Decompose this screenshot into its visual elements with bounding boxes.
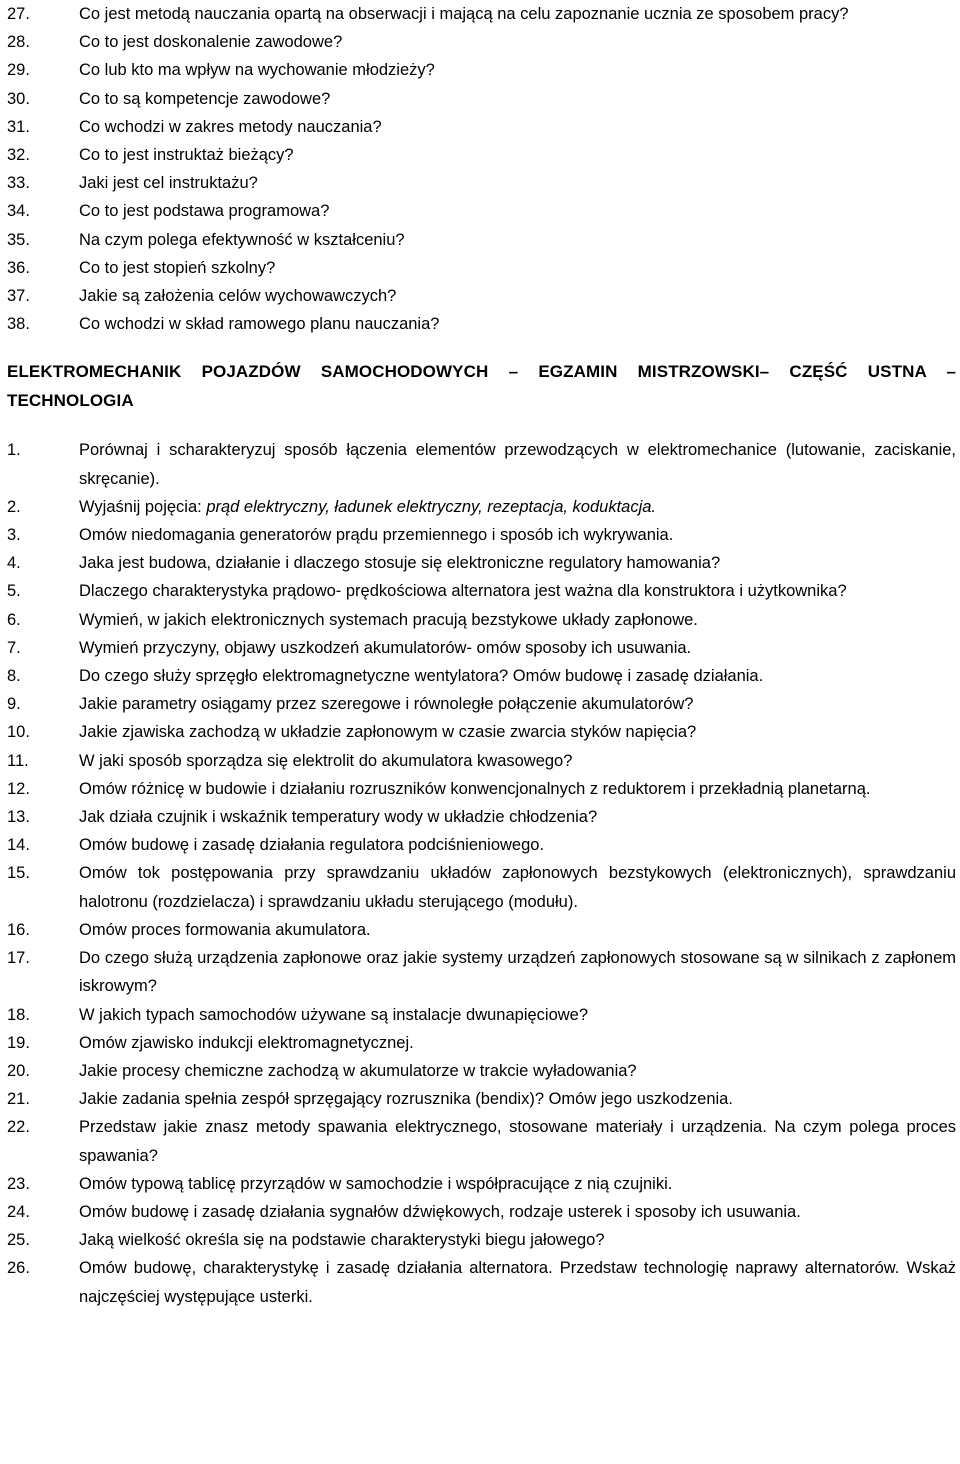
question-item: [7, 831, 956, 859]
question-item: [7, 493, 956, 521]
question-item: [7, 141, 956, 169]
question-item: [7, 436, 956, 492]
question-text: [79, 493, 956, 521]
question-item: [7, 113, 956, 141]
question-item: [7, 28, 956, 56]
question-text: Co jest metodą nauczania opartą na obserwacji i mającą na celu zapoznanie ucznia ze sposobem pracy?: [79, 5, 849, 23]
question-text: Co wchodzi w skład ramowego planu nauczania?: [79, 315, 440, 334]
question-number: 18.: [7, 1005, 30, 1024]
question-number: 20.: [7, 1061, 30, 1080]
question-item: [7, 1198, 956, 1226]
question-item: [7, 1029, 956, 1057]
question-number: 32.: [7, 146, 30, 165]
question-text: Wymień przyczyny, objawy uszkodzeń akumulatorów- omów sposoby ich usuwania.: [79, 638, 692, 657]
question-text: Na czym polega efektywność w kształceniu?: [79, 230, 405, 249]
question-item: [7, 606, 956, 634]
question-number: 15.: [7, 864, 30, 883]
question-text: Jaki jest cel instruktażu?: [79, 174, 258, 193]
question-text: Jakie zjawiska zachodzą w układzie zapłonowym w czasie zwarcia styków napięcia?: [79, 723, 697, 742]
question-number: 13.: [7, 808, 30, 827]
question-text: Co to jest stopień szkolny?: [79, 258, 276, 277]
question-text: Co to jest podstawa programowa?: [79, 202, 330, 221]
question-number: 21.: [7, 1090, 30, 1109]
question-number: 27.: [7, 5, 30, 23]
question-number: 22.: [7, 1118, 30, 1137]
question-text: Jakie są założenia celów wychowawczych?: [79, 287, 397, 306]
question-number: 12.: [7, 779, 30, 798]
question-number: 16.: [7, 920, 30, 939]
question-item: [7, 662, 956, 690]
question-item: [7, 169, 956, 197]
question-item: [7, 1057, 956, 1085]
question-text: Omów budowę i zasadę działania regulatora podciśnieniowego.: [79, 836, 545, 855]
question-item: [7, 85, 956, 113]
question-number: 34.: [7, 202, 30, 221]
question-text: Omów tok postępowania przy sprawdzaniu układów zapłonowych bezstykowych (elektronicznych), sprawdzaniu halotronu (rozdzielacza) i sprawdzaniu układu sterującego (modułu).: [79, 864, 956, 911]
question-item: [7, 0, 956, 28]
question-number: 26.: [7, 1259, 30, 1278]
question-number: 4.: [7, 554, 21, 573]
question-number: 3.: [7, 526, 21, 545]
question-item: [7, 944, 956, 1000]
question-item: [7, 521, 956, 549]
question-number: 24.: [7, 1202, 30, 1221]
question-item: [7, 1113, 956, 1169]
question-item: [7, 549, 956, 577]
question-item: [7, 197, 956, 225]
question-item: [7, 1001, 956, 1029]
question-number: 25.: [7, 1231, 30, 1250]
question-number: 6.: [7, 610, 21, 629]
question-item: [7, 226, 956, 254]
question-number: 29.: [7, 61, 30, 80]
question-number: 30.: [7, 89, 30, 108]
question-text: Przedstaw jakie znasz metody spawania elektrycznego, stosowane materiały i urządzenia. Na czym polega proces spawania?: [79, 1118, 956, 1165]
question-text: Co to są kompetencje zawodowe?: [79, 89, 331, 108]
question-item: [7, 690, 956, 718]
question-number: 14.: [7, 836, 30, 855]
question-item: [7, 1170, 956, 1198]
question-text: Omów różnicę w budowie i działaniu rozruszników konwencjonalnych z reduktorem i przekładnią planetarną.: [79, 779, 871, 798]
question-number: 36.: [7, 258, 30, 277]
question-item: [7, 634, 956, 662]
question-text: Omów budowę, charakterystykę i zasadę działania alternatora. Przedstaw technologię naprawy alternatorów. Wskaż najczęściej występujące usterki.: [79, 1259, 956, 1306]
question-number: 37.: [7, 287, 30, 306]
question-number: 5.: [7, 582, 21, 601]
question-text: Jakie parametry osiągamy przez szeregowe i równoległe połączenie akumulatorów?: [79, 695, 694, 714]
question-item: [7, 916, 956, 944]
question-number: 23.: [7, 1174, 30, 1193]
question-number: 28.: [7, 33, 30, 52]
question-text: Co to jest doskonalenie zawodowe?: [79, 33, 343, 52]
question-item: [7, 1226, 956, 1254]
question-number: 2.: [7, 497, 21, 516]
question-number: 1.: [7, 441, 21, 460]
question-number: 7.: [7, 638, 21, 657]
question-item: [7, 859, 956, 915]
question-list-technology: [7, 436, 956, 1310]
question-item: [7, 254, 956, 282]
question-text: Jak działa czujnik i wskaźnik temperatury wody w układzie chłodzenia?: [79, 808, 598, 827]
question-item: [7, 718, 956, 746]
question-item: [7, 310, 956, 338]
question-item: [7, 1254, 956, 1310]
question-item: [7, 577, 956, 605]
question-text: Wymień, w jakich elektronicznych systemach pracują bezstykowe układy zapłonowe.: [79, 610, 698, 629]
question-number: 17.: [7, 949, 30, 968]
question-text: Omów budowę i zasadę działania sygnałów dźwiękowych, rodzaje usterek i sposoby ich usuwania.: [79, 1202, 801, 1221]
question-number: 8.: [7, 667, 21, 686]
question-number: 9.: [7, 695, 21, 714]
question-text: Co to jest instruktaż bieżący?: [79, 146, 294, 165]
question-text: Jaka jest budowa, działanie i dlaczego stosuje się elektroniczne regulatory hamowania?: [79, 554, 721, 573]
question-item: [7, 56, 956, 84]
question-text: Jakie procesy chemiczne zachodzą w akumulatorze w trakcie wyładowania?: [79, 1061, 637, 1080]
question-text: Porównaj i scharakteryzuj sposób łączenia elementów przewodzących w elektromechanice (lutowanie, zaciskanie, skręcanie).: [79, 441, 956, 488]
question-number: 33.: [7, 174, 30, 193]
section-heading: ELEKTROMECHANIK POJAZDÓW SAMOCHODOWYCH – EGZAMIN MISTRZOWSKI– CZĘŚĆ USTNA – TECHNOLOGIA: [7, 362, 956, 410]
question-text: W jaki sposób sporządza się elektrolit do akumulatora kwasowego?: [79, 751, 573, 770]
question-text: W jakich typach samochodów używane są instalacje dwunapięciowe?: [79, 1005, 589, 1024]
question-text: Co lub kto ma wpływ na wychowanie młodzieży?: [79, 61, 435, 80]
question-text: Omów typową tablicę przyrządów w samochodzie i współpracujące z nią czujniki.: [79, 1174, 673, 1193]
question-item: [7, 775, 956, 803]
question-item: [7, 803, 956, 831]
question-number: 35.: [7, 230, 30, 249]
question-text: Jaką wielkość określa się na podstawie charakterystyki biegu jałowego?: [79, 1231, 605, 1250]
question-item: [7, 282, 956, 310]
question-item: [7, 1085, 956, 1113]
question-text: Omów niedomagania generatorów prądu przemiennego i sposób ich wykrywania.: [79, 526, 674, 545]
question-number: 31.: [7, 117, 30, 136]
question-item: [7, 747, 956, 775]
question-text: Omów zjawisko indukcji elektromagnetycznej.: [79, 1033, 414, 1052]
question-text: Do czego służą urządzenia zapłonowe oraz jakie systemy urządzeń zapłonowych stosowane są w silnikach z zapłonem iskrowym?: [79, 949, 956, 996]
question-number: 38.: [7, 315, 30, 334]
question-list-pedagogy: [7, 0, 956, 338]
question-text: Omów proces formowania akumulatora.: [79, 920, 371, 939]
question-text: Dlaczego charakterystyka prądowo- prędkościowa alternatora jest ważna dla konstruktora i użytkownika?: [79, 582, 847, 601]
question-number: 10.: [7, 723, 30, 742]
question-text: Jakie zadania spełnia zespół sprzęgający rozrusznika (bendix)? Omów jego uszkodzenia.: [79, 1090, 733, 1109]
question-text: Do czego służy sprzęgło elektromagnetyczne wentylatora? Omów budowę i zasadę działania.: [79, 667, 764, 686]
question-number: 11.: [7, 751, 29, 770]
question-text: Co wchodzi w zakres metody nauczania?: [79, 117, 382, 136]
question-text-prefix: Wyjaśnij pojęcia:: [79, 497, 207, 516]
question-text-italic: prąd elektryczny, ładunek elektryczny, rezeptacja, koduktacja.: [206, 497, 657, 516]
question-number: 19.: [7, 1033, 30, 1052]
